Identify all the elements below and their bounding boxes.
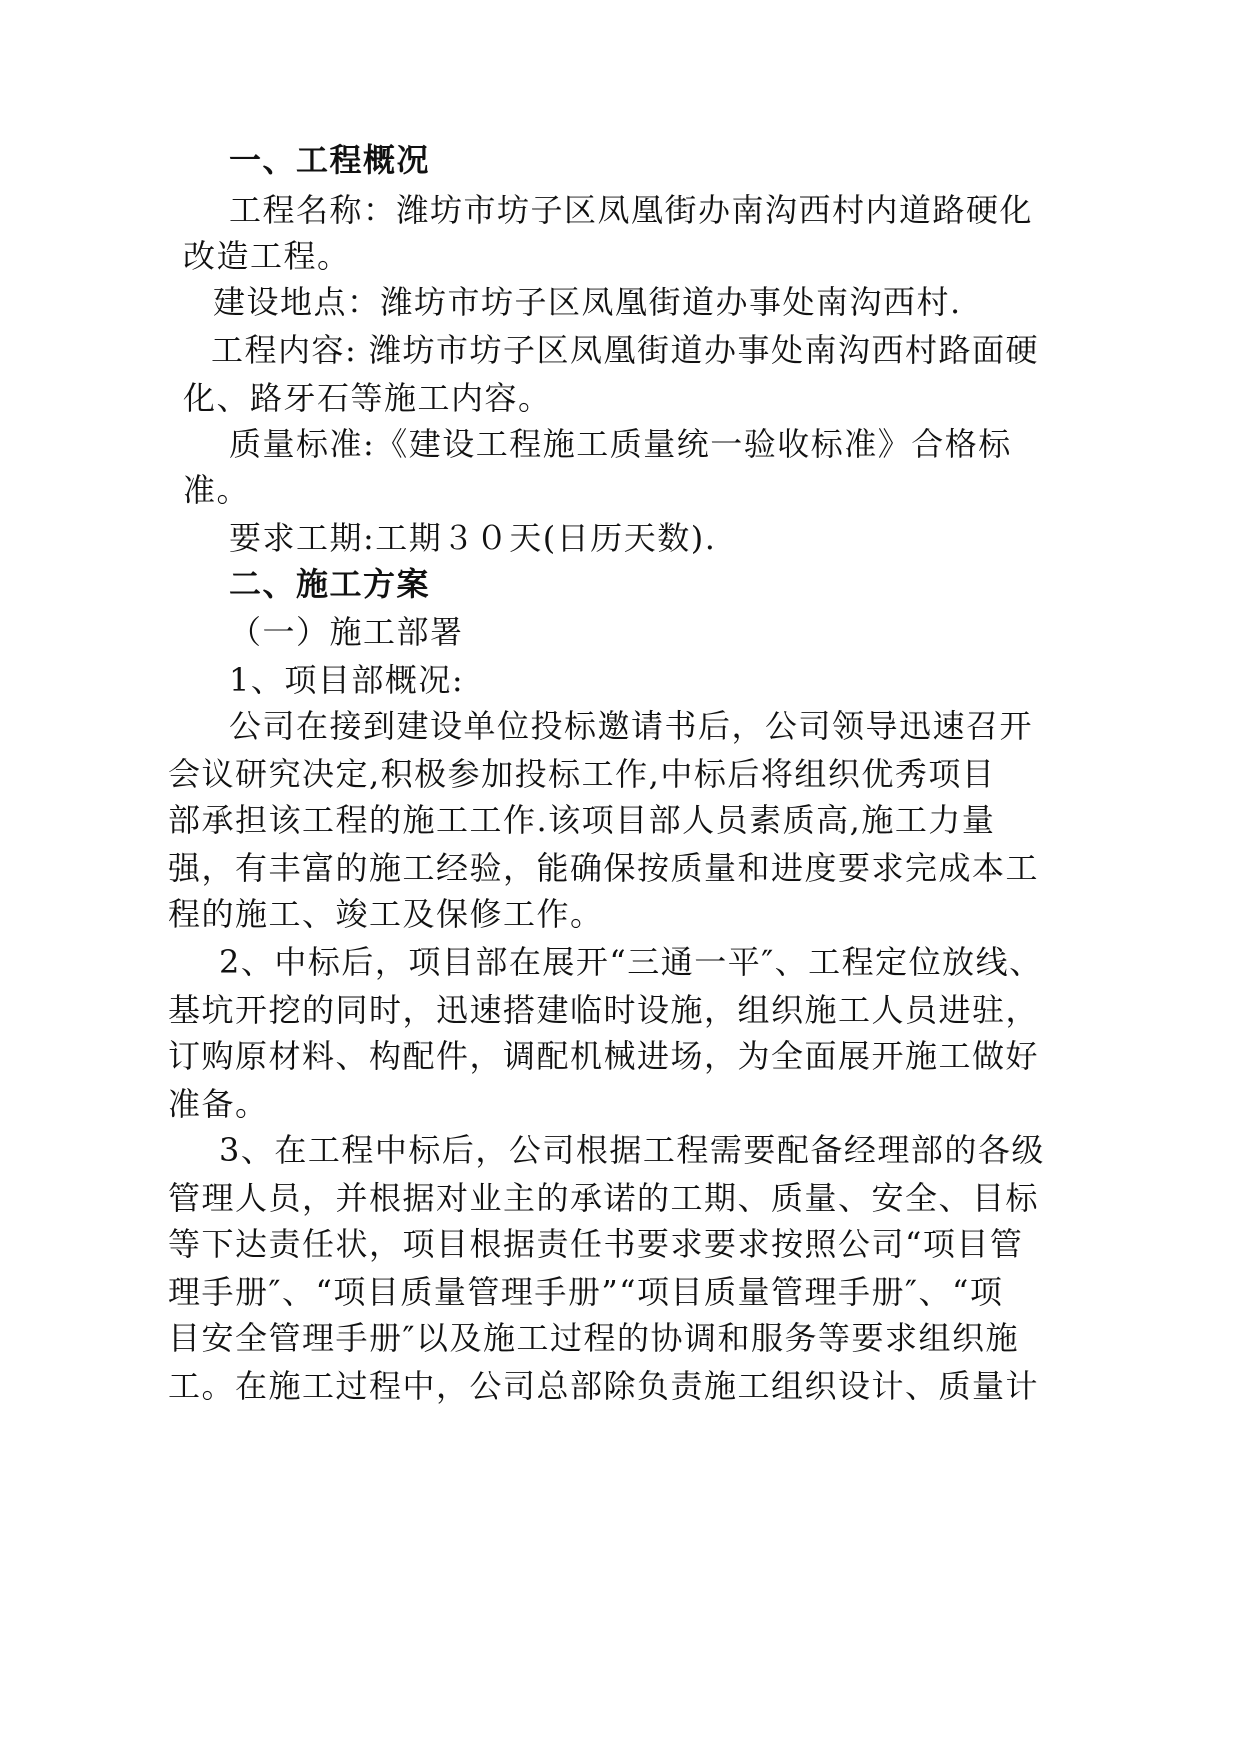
item2-line-4: 准备。 xyxy=(168,1085,269,1123)
item3-line-4: 理手册″、“项目质量管理手册”“项目质量管理手册″、“项 xyxy=(168,1273,1004,1311)
duration-line: 要求工期:工期３０天(日历天数). xyxy=(229,519,717,557)
quality-line-2: 准。 xyxy=(183,471,251,509)
item2-line-2: 基坑开挖的同时，迅速搭建临时设施，组织施工人员进驻， xyxy=(168,991,1040,1029)
item1-line-3: 部承担该工程的施工工作.该项目部人员素质高,施工力量 xyxy=(168,801,996,839)
section-heading-1: 一、工程概况 xyxy=(229,141,431,179)
item3-line-5: 目安全管理手册″以及施工过程的协调和服务等要求组织施 xyxy=(168,1319,1019,1357)
section-heading-2: 二、施工方案 xyxy=(229,565,431,603)
item3-line-2: 管理人员，并根据对业主的承诺的工期、质量、安全、目标 xyxy=(168,1179,1040,1217)
item3-line-6: 工。在施工过程中，公司总部除负责施工组织设计、质量计 xyxy=(168,1367,1040,1405)
project-name-line-2: 改造工程。 xyxy=(183,237,351,275)
item2-line-3: 订购原材料、构配件，调配机械进场，为全面展开施工做好 xyxy=(168,1037,1040,1075)
quality-line-1: 质量标准:《建设工程施工质量统一验收标准》合格标 xyxy=(229,425,1012,463)
item1-line-5: 程的施工、竣工及保修工作。 xyxy=(168,895,604,933)
content-line-2: 化、路牙石等施工内容。 xyxy=(183,379,552,417)
location-line: 建设地点：潍坊市坊子区凤凰街道办事处南沟西村. xyxy=(213,283,962,321)
project-name-line-1: 工程名称：潍坊市坊子区凤凰街办南沟西村内道路硬化 xyxy=(229,191,1034,229)
subsection-heading: （一）施工部署 xyxy=(229,613,464,651)
item1-line-4: 强，有丰富的施工经验，能确保按质量和进度要求完成本工 xyxy=(168,849,1040,887)
item3-line-3: 等下达责任状，项目根据责任书要求要求按照公司“项目管 xyxy=(168,1225,1024,1263)
item1-title: 1、项目部概况: xyxy=(229,661,465,699)
content-line-1: 工程内容: 潍坊市坊子区凤凰街道办事处南沟西村路面硬 xyxy=(211,331,1039,369)
item2-line-1: 2、中标后，项目部在展开“三通一平″、工程定位放线、 xyxy=(219,943,1043,981)
item3-line-1: 3、在工程中标后，公司根据工程需要配备经理部的各级 xyxy=(219,1131,1045,1169)
item1-line-1: 公司在接到建设单位投标邀请书后，公司领导迅速召开 xyxy=(229,707,1034,745)
item1-line-2: 会议研究决定,积极参加投标工作,中标后将组织优秀项目 xyxy=(168,755,996,793)
